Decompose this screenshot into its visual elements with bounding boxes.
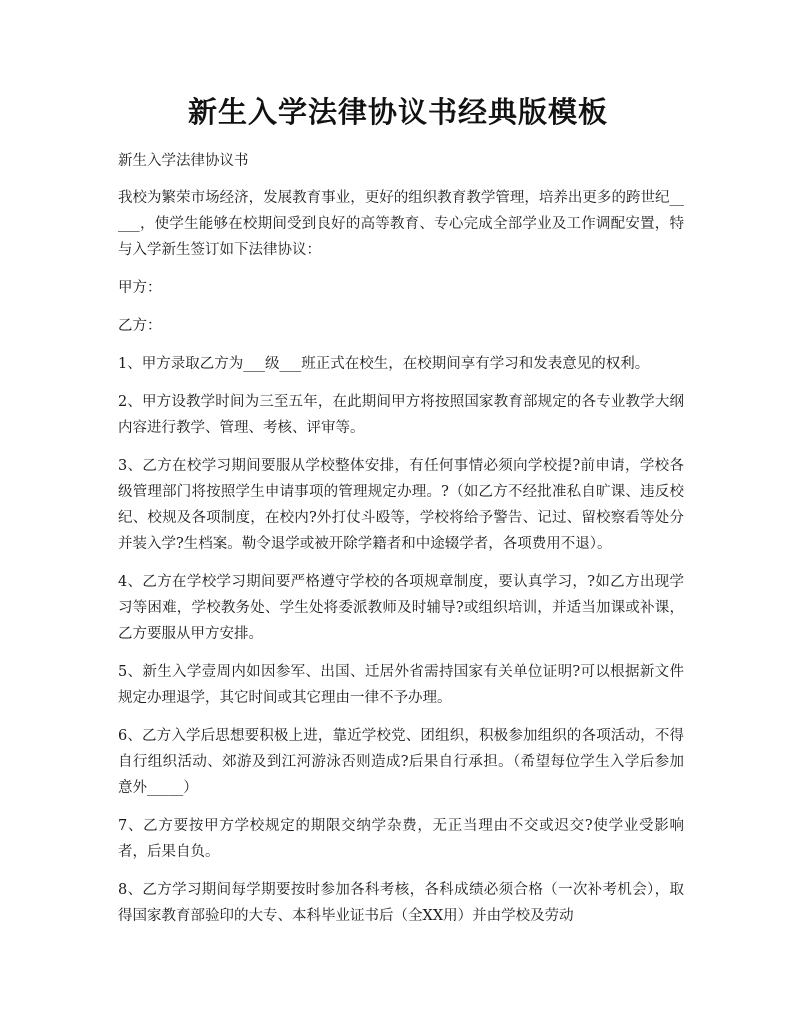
clause-5: 5、新生入学壹周内如因参军、出国、迁居外省需持国家有关单位证明?可以根据新文件规定办理退学，其它时间或其它理由一律不予办理。	[118, 664, 684, 706]
clause-6: 6、乙方入学后思想要积极上进，靠近学校党、团组织，积极参加组织的各项活动，不得自行组织活动、郊游及到江河游泳否则造成?后果自行承担。（希望每位学生入学后参加意外_____）	[118, 728, 684, 796]
clause-1: 1、甲方录取乙方为___级___班正式在校生，在校期间享有学习和发表意见的权利。	[118, 356, 650, 372]
clause-3: 3、乙方在校学习期间要服从学校整体安排，有任何事情必须向学校提?前申请，学校各级管理部门将按照学生申请事项的管理规定办理。?（如乙方不经批准私自旷课、违反校纪、校规及各项制度，在校内?外打仗斗殴等，学校将给予警告、记过、留校察看等处分并装入学?生档案。勒令退学或被开除学籍者和中途辍学者，各项费用不退）。	[118, 458, 684, 552]
party-a-line: 甲方：	[118, 280, 162, 296]
clause-8: 8、乙方学习期间每学期要按时参加各科考核，各科成绩必须合格（一次补考机会），取得国家教育部验印的大专、本科毕业证书后（全XX用）并由学校及劳动	[118, 882, 684, 924]
document-body	[118, 148, 684, 941]
document-subtitle: 新生入学法律协议书	[118, 153, 249, 169]
intro-paragraph: 我校为繁荣市场经济，发展教育事业，更好的组织教育教学管理，培养出更多的跨世纪_____，使学生能够在校期间受到良好的高等教育、专心完成全部学业及工作调配安置，特与入学新生签订如下法律协议：	[118, 190, 684, 258]
document-title: 新生入学法律协议书经典版模板	[187, 95, 608, 129]
clause-7: 7、乙方要按甲方学校规定的期限交纳学杂费，无正当理由不交或迟交?使学业受影响者，后果自负。	[118, 818, 684, 860]
clause-4: 4、乙方在学校学习期间要严格遵守学校的各项规章制度，要认真学习，?如乙方出现学习等困难，学校教务处、学生处将委派教师及时辅导?或组织培训，并适当加课或补课，乙方要服从甲方安排。	[118, 574, 684, 642]
clause-2: 2、甲方设教学时间为三至五年，在此期间甲方将按照国家教育部规定的各专业教学大纲内容进行教学、管理、考核、评审等。	[118, 394, 684, 436]
party-b-line: 乙方：	[118, 318, 162, 334]
